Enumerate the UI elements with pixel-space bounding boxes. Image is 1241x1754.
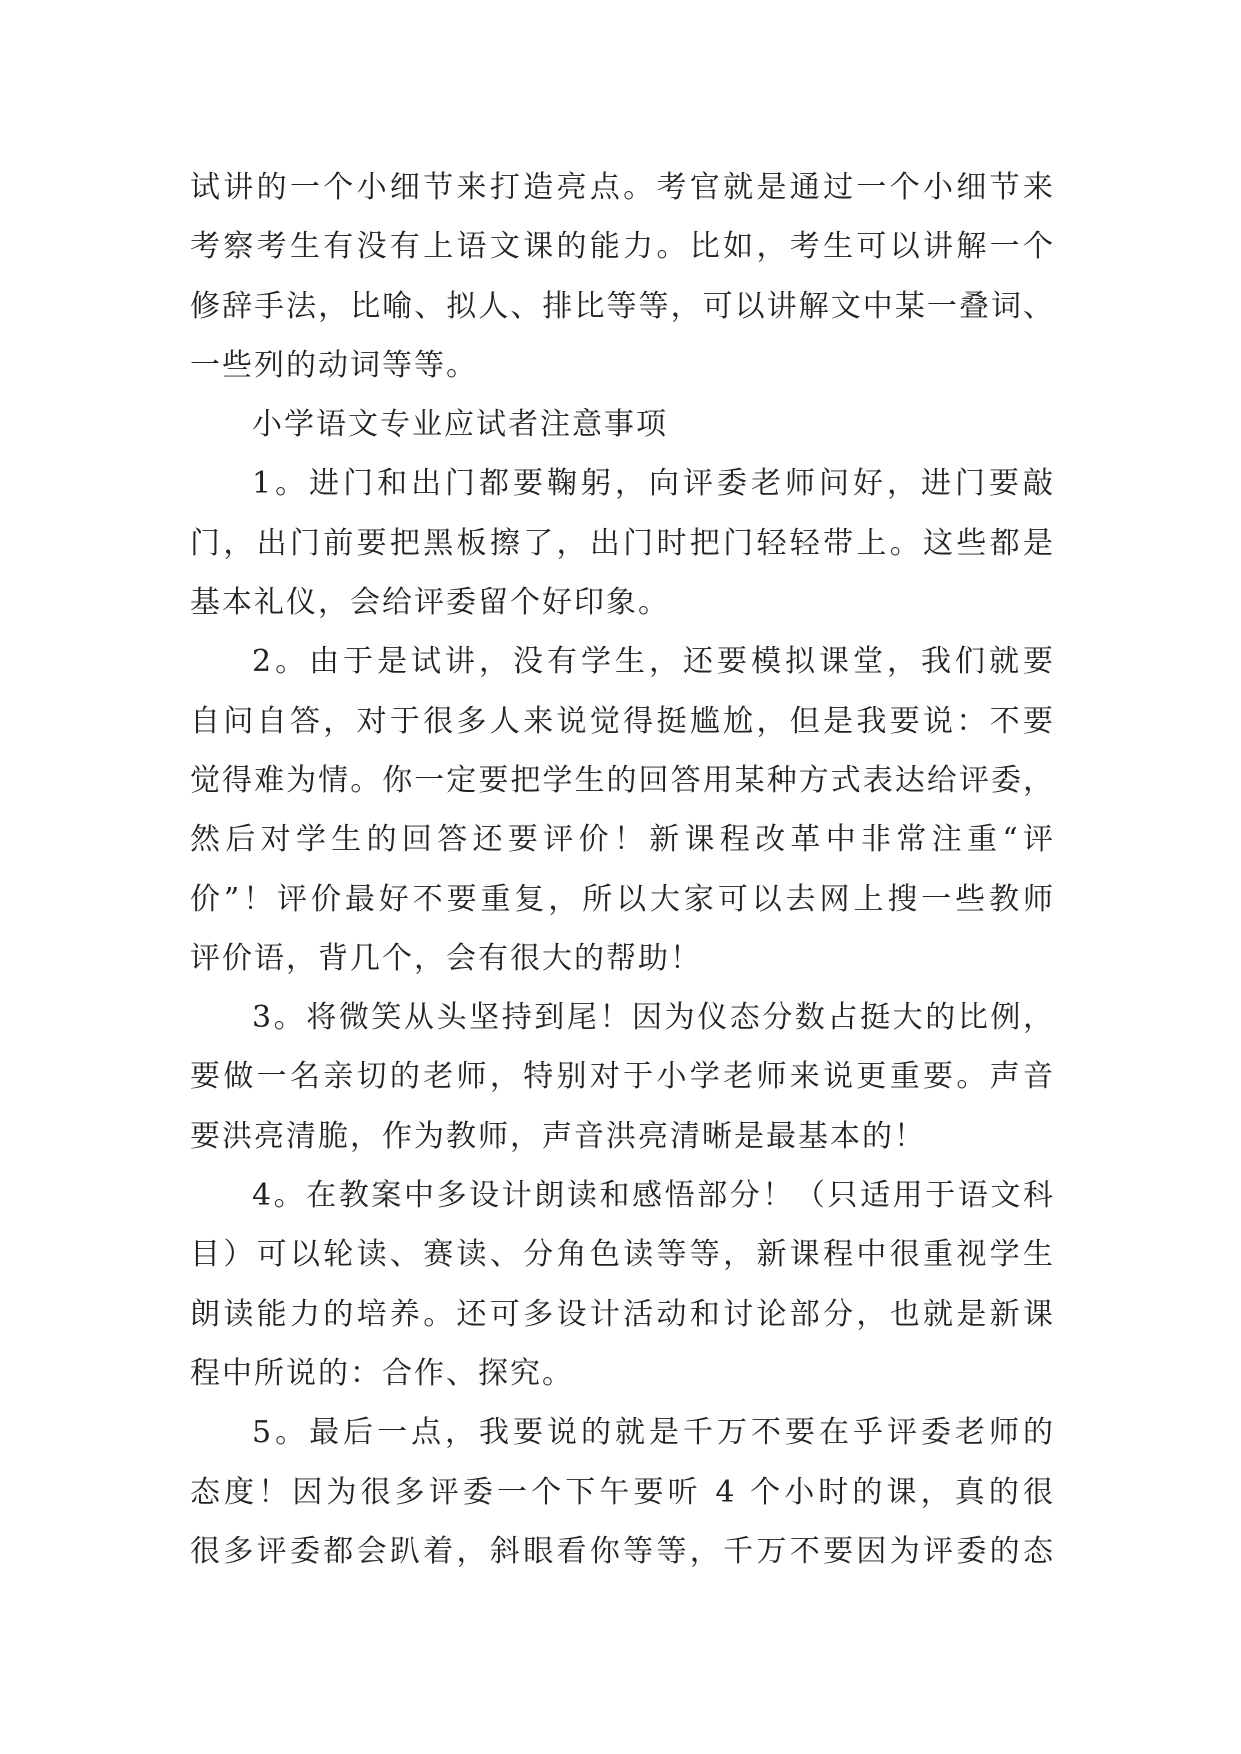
text-line: 5。最后一点，我要说的就是千万不要在乎评委老师的 bbox=[252, 1415, 1055, 1451]
text-line: 试讲的一个小细节来打造亮点。考官就是通过一个小细节来 bbox=[190, 170, 1055, 205]
text-line: 考察考生有没有上语文课的能力。比如，考生可以讲解一个 bbox=[190, 229, 1055, 265]
text-line: 很多评委都会趴着，斜眼看你等等，千万不要因为评委的态 bbox=[190, 1533, 1055, 1569]
text-line: 2。由于是试讲，没有学生，还要模拟课堂，我们就要 bbox=[252, 644, 1055, 680]
text-line: 1。进门和出门都要鞠躬，向评委老师问好，进门要敲 bbox=[252, 466, 1055, 502]
text-line: 评价语，背几个，会有很大的帮助！ bbox=[190, 940, 702, 976]
text-line: 基本礼仪，会给评委留个好印象。 bbox=[190, 585, 670, 621]
text-line: 一些列的动词等等。 bbox=[190, 347, 478, 383]
text-line: 觉得难为情。你一定要把学生的回答用某种方式表达给评委， bbox=[190, 762, 1055, 798]
text-line: 目）可以轮读、赛读、分角色读等等，新课程中很重视学生 bbox=[190, 1237, 1055, 1273]
text-line: 4。在教案中多设计朗读和感悟部分！（只适用于语文科 bbox=[252, 1178, 1055, 1214]
text-line: 程中所说的：合作、探究。 bbox=[190, 1355, 574, 1391]
text-line: 态度！因为很多评委一个下午要听 4 个小时的课，真的很 bbox=[190, 1474, 1055, 1510]
section-heading: 小学语文专业应试者注意事项 bbox=[252, 407, 668, 443]
text-line: 要做一名亲切的老师，特别对于小学老师来说更重要。声音 bbox=[190, 1059, 1055, 1095]
document-body bbox=[190, 158, 1055, 1581]
text-line: 要洪亮清脆，作为教师，声音洪亮清晰是最基本的！ bbox=[190, 1118, 926, 1154]
text-line: 自问自答，对于很多人来说觉得挺尴尬，但是我要说：不要 bbox=[190, 703, 1055, 739]
text-line: 门，出门前要把黑板擦了，出门时把门轻轻带上。这些都是 bbox=[190, 525, 1055, 561]
text-line: 朗读能力的培养。还可多设计活动和讨论部分，也就是新课 bbox=[190, 1296, 1055, 1332]
text-line: 然后对学生的回答还要评价！新课程改革中非常注重“评 bbox=[190, 822, 1055, 858]
text-line: 3。将微笑从头坚持到尾！因为仪态分数占挺大的比例， bbox=[252, 1000, 1055, 1036]
text-line: 修辞手法，比喻、拟人、排比等等，可以讲解文中某一叠词、 bbox=[190, 288, 1055, 324]
text-line: 价”！评价最好不要重复，所以大家可以去网上搜一些教师 bbox=[190, 881, 1055, 917]
